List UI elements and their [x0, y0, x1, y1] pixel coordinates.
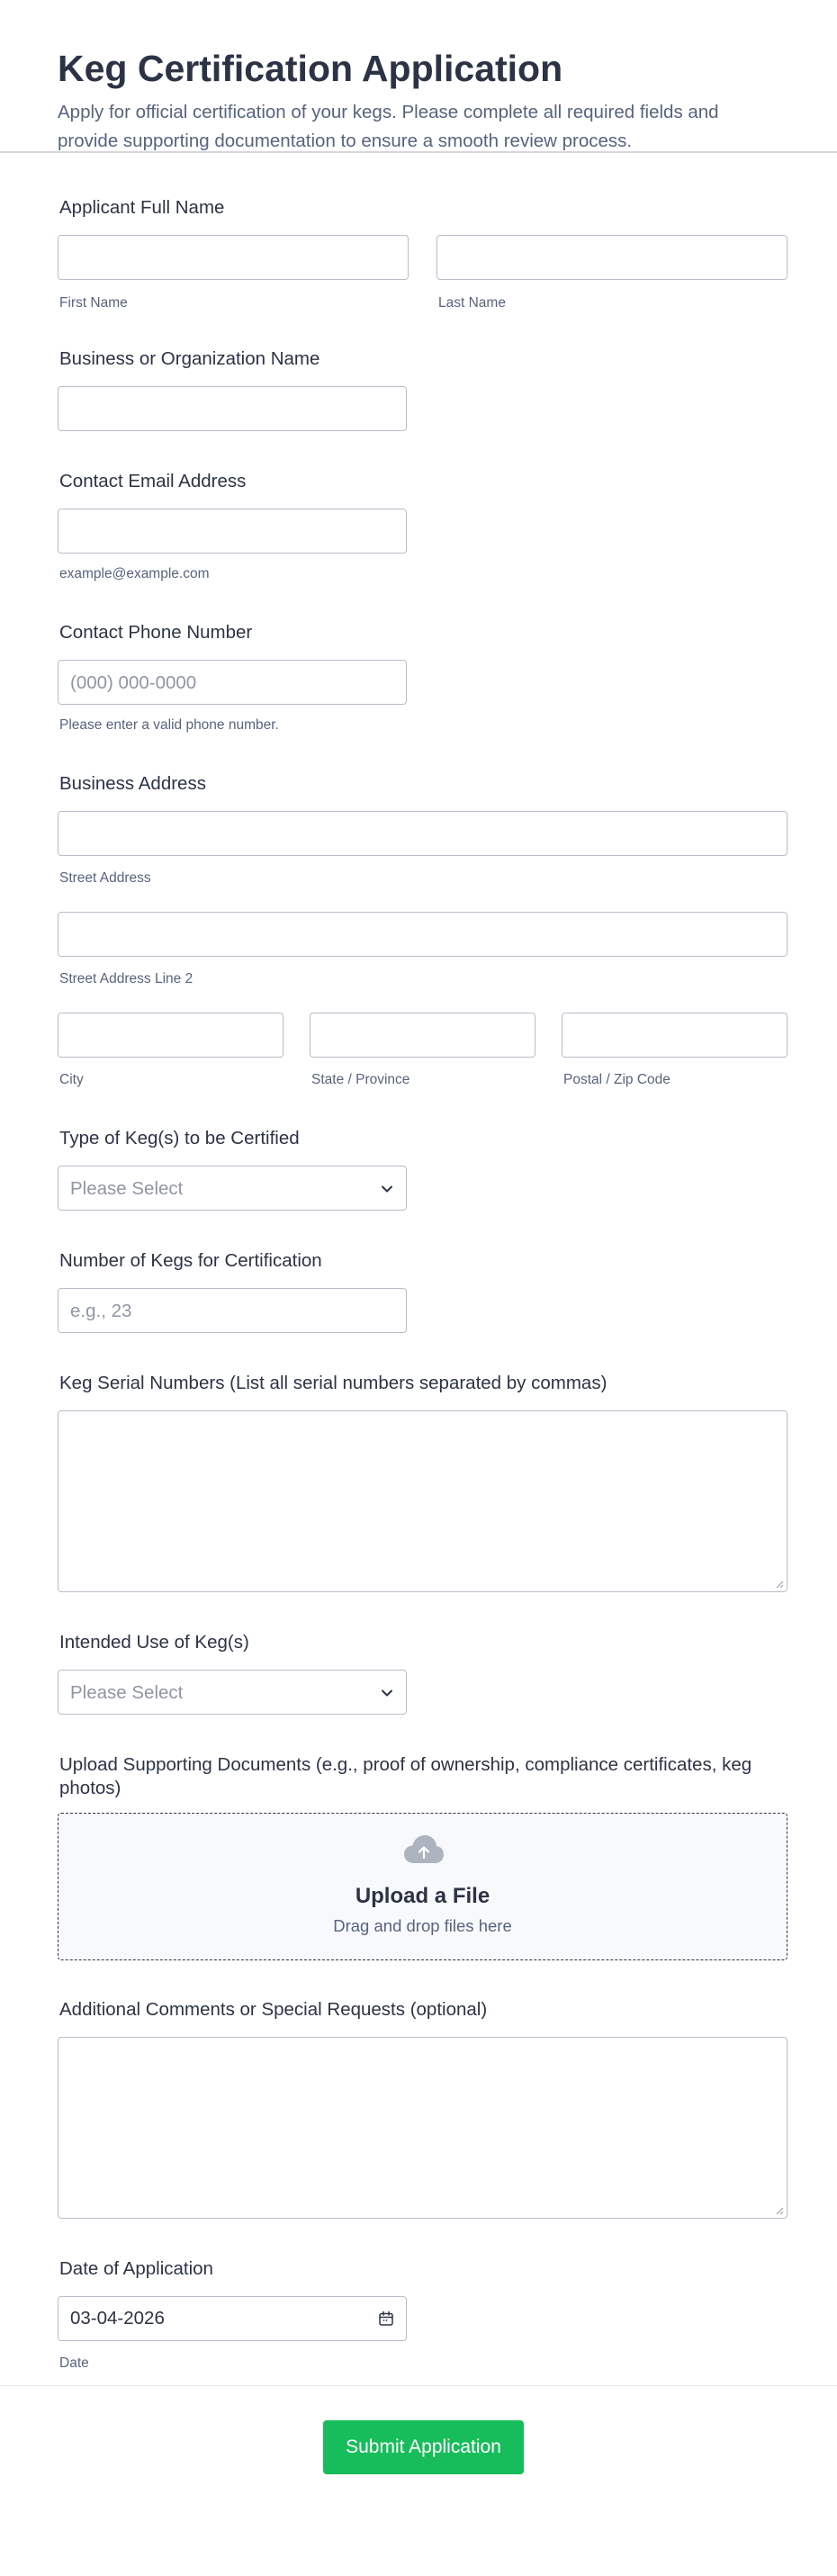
documents-label: Upload Supporting Documents (e.g., proof of ownership, compliance certificates, keg photos) [59, 1754, 752, 1798]
date-input[interactable] [58, 2296, 407, 2341]
cloud-upload-icon [402, 1833, 446, 1866]
keg-count-placeholder: e.g., 23 [70, 1301, 132, 1321]
phone-placeholder: (000) 000-0000 [70, 672, 197, 693]
upload-subtext: Drag and drop files here [333, 1916, 512, 1935]
intended-use-label: Intended Use of Keg(s) [59, 1632, 249, 1653]
phone-input[interactable] [58, 660, 407, 705]
last-name-sublabel: Last Name [438, 295, 506, 311]
upload-title: Upload a File [355, 1884, 490, 1908]
zip-sublabel: Postal / Zip Code [563, 1072, 670, 1087]
comments-textarea[interactable] [58, 2037, 788, 2219]
city-sublabel: City [59, 1072, 84, 1087]
intended-use-placeholder: Please Select [70, 1682, 184, 1703]
file-upload-dropzone[interactable] [58, 1813, 788, 1960]
state-sublabel: State / Province [311, 1072, 410, 1087]
business-name-input[interactable] [58, 386, 407, 431]
resize-handle-icon[interactable] [775, 1580, 784, 1589]
street-address-sublabel: Street Address [59, 870, 151, 886]
street-address-2-sublabel: Street Address Line 2 [59, 971, 194, 986]
date-label: Date of Application [59, 2258, 213, 2279]
phone-sublabel: Please enter a valid phone number. [59, 717, 279, 733]
keg-type-label: Type of Keg(s) to be Certified [59, 1128, 300, 1148]
keg-count-input[interactable] [58, 1288, 407, 1333]
keg-type-select[interactable] [58, 1166, 407, 1211]
full-name-label: Applicant Full Name [59, 197, 225, 218]
date-sublabel: Date [59, 2355, 89, 2371]
email-label: Contact Email Address [59, 471, 247, 491]
keg-type-placeholder: Please Select [70, 1178, 184, 1199]
application-form [0, 153, 837, 2385]
address-label: Business Address [59, 773, 206, 794]
submit-button[interactable]: Submit Application [323, 2420, 524, 2474]
street-address-input[interactable] [58, 811, 788, 856]
phone-label: Contact Phone Number [59, 622, 253, 643]
email-sublabel: example@example.com [59, 566, 210, 581]
email-input[interactable] [58, 509, 407, 554]
chevron-down-icon [379, 1685, 395, 1701]
first-name-input[interactable] [58, 235, 409, 280]
street-address-2-input[interactable] [58, 912, 788, 957]
calendar-icon[interactable] [378, 2310, 394, 2327]
last-name-input[interactable] [436, 235, 788, 280]
serials-label: Keg Serial Numbers (List all serial numbers separated by commas) [59, 1373, 608, 1393]
intended-use-select[interactable] [58, 1670, 407, 1715]
city-input[interactable] [58, 1013, 284, 1058]
business-name-label: Business or Organization Name [59, 348, 320, 369]
form-header [0, 0, 837, 151]
resize-handle-icon[interactable] [775, 2206, 784, 2215]
form-footer [0, 2385, 837, 2521]
first-name-sublabel: First Name [59, 295, 128, 311]
state-input[interactable] [310, 1013, 536, 1058]
comments-label: Additional Comments or Special Requests (optional) [59, 1999, 488, 2020]
zip-input[interactable] [562, 1013, 788, 1058]
page-description: Apply for official certification of your kegs. Please complete all required fields and provide supporting documentation to ensure a smooth review process. [58, 102, 719, 151]
page-title: Keg Certification Application [58, 48, 563, 89]
date-value: 03-04-2026 [70, 2308, 165, 2328]
serials-textarea[interactable] [58, 1410, 788, 1592]
keg-count-label: Number of Kegs for Certification [59, 1250, 322, 1271]
chevron-down-icon [379, 1181, 395, 1197]
